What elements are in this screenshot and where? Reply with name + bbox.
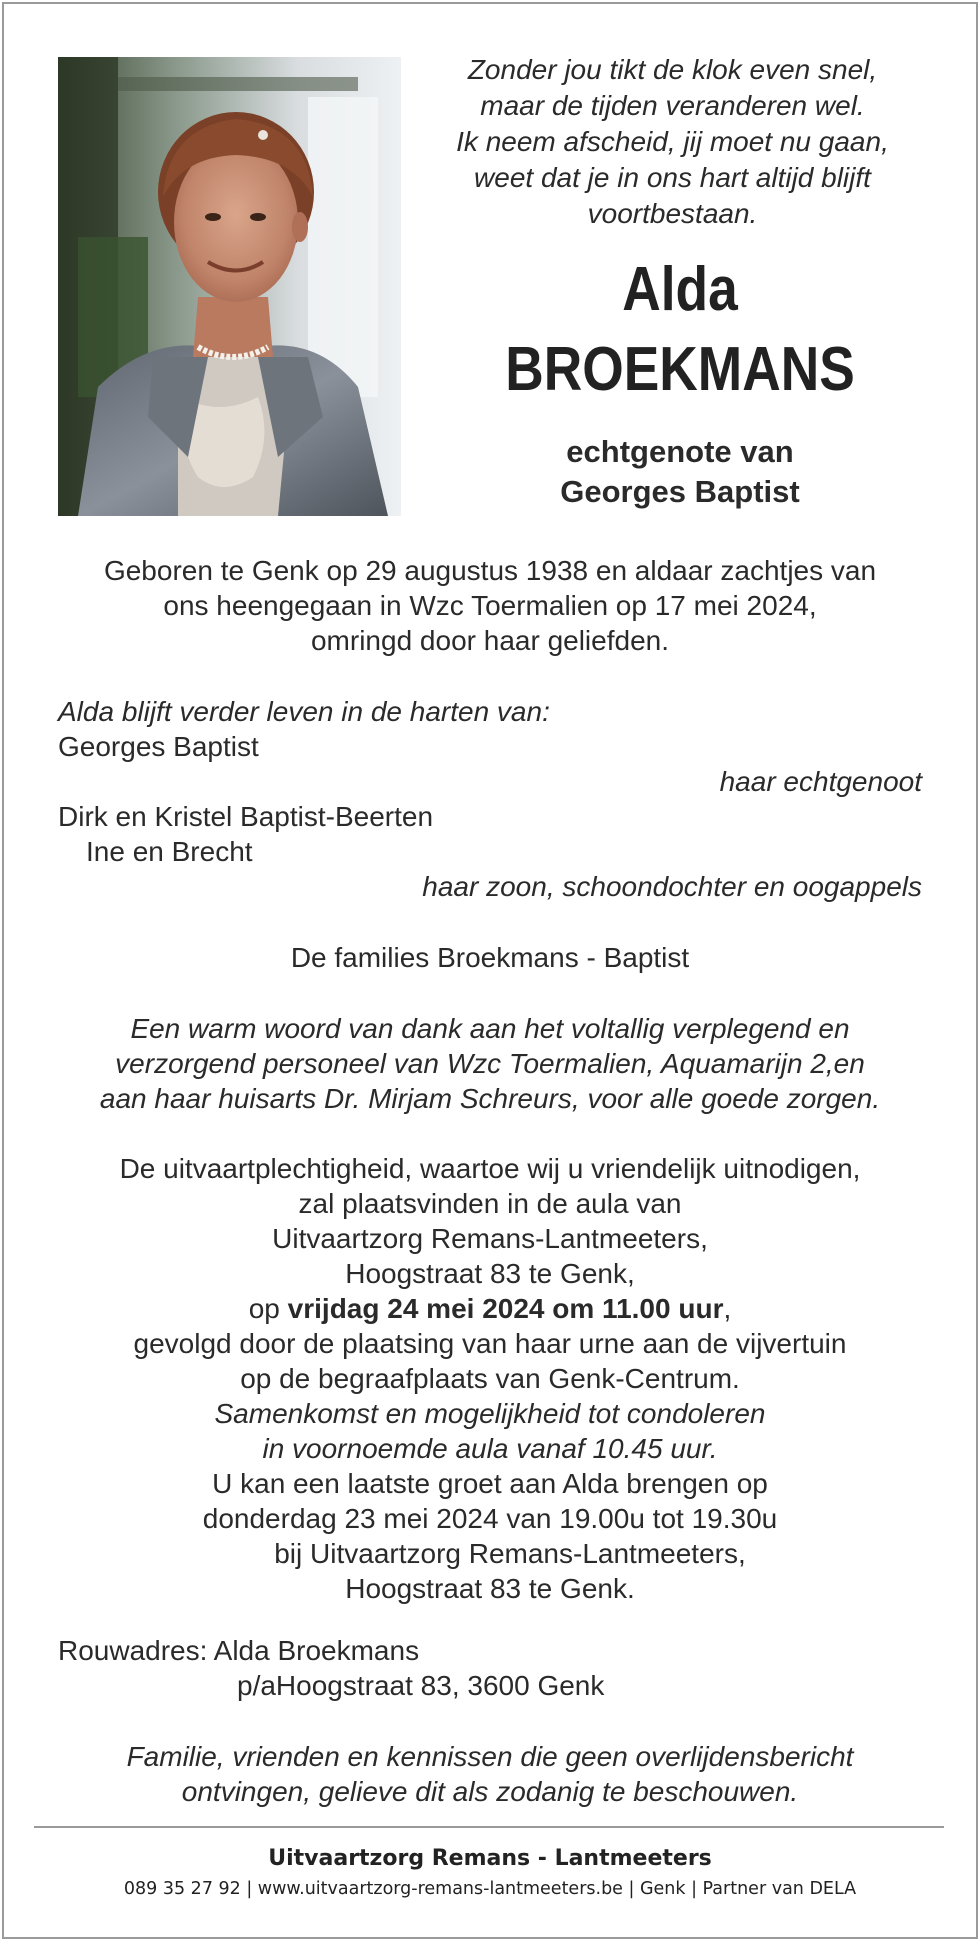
husband-name: Georges Baptist <box>58 731 259 762</box>
son-role: haar zoon, schoondochter en oogappels <box>422 871 922 902</box>
ceremony-line: bij Uitvaartzorg Remans-Lantmeeters, <box>274 1538 746 1569</box>
poem-line: maar de tijden veranderen wel. <box>480 90 865 121</box>
poem-line: weet dat je in ons hart altijd blijft <box>474 162 871 193</box>
mourning-address: p/aHoogstraat 83, 3600 Genk <box>237 1670 605 1701</box>
ceremony-line: zal plaatsvinden in de aula van <box>298 1188 682 1219</box>
thanks-line: verzorgend personeel van Wzc Toermalien, Aquamarijn 2,en <box>115 1048 865 1079</box>
husband-role: haar echtgenoot <box>719 766 922 797</box>
ceremony-line: in voornoemde aula vanaf 10.45 uur. <box>262 1433 718 1464</box>
ceremony-line: Hoogstraat 83 te Genk, <box>345 1258 635 1289</box>
footer-divider <box>34 1826 944 1828</box>
ceremony-date-pre: op <box>248 1293 288 1324</box>
portrait-illustration <box>58 57 401 516</box>
ceremony-line: Hoogstraat 83 te Genk. <box>345 1573 635 1604</box>
son-name: Dirk en Kristel Baptist-Beerten <box>58 801 434 832</box>
spouse-label: echtgenote van <box>566 434 794 469</box>
poem-line: voortbestaan. <box>587 198 758 229</box>
spouse-name: Georges Baptist <box>560 474 800 509</box>
funeral-company-name: Uitvaartzorg Remans - Lantmeeters <box>268 1846 712 1871</box>
thanks-line: aan haar huisarts Dr. Mirjam Schreurs, voor alle goede zorgen. <box>99 1083 881 1114</box>
ceremony-date: vrijdag 24 mei 2024 om 11.00 uur <box>287 1293 724 1324</box>
ceremony-date-post: , <box>723 1293 732 1324</box>
poem <box>425 52 920 232</box>
notice-line: ontvingen, gelieve dit als zodanig te beschouwen. <box>181 1776 799 1807</box>
ceremony-line: Uitvaartzorg Remans-Lantmeeters, <box>272 1223 708 1254</box>
ceremony-line: De uitvaartplechtigheid, waartoe wij u vriendelijk uitnodigen, <box>119 1153 861 1184</box>
deceased-first-name: Alda <box>622 255 738 324</box>
ceremony-date-line <box>40 1291 940 1326</box>
grandchildren: Ine en Brecht <box>86 836 253 867</box>
funeral-company-info: 089 35 27 92 | www.uitvaartzorg-remans-lantmeeters.be | Genk | Partner van DELA <box>123 1879 857 1899</box>
birth-line: omringd door haar geliefden. <box>310 625 669 656</box>
ceremony-line: gevolgd door de plaatsing van haar urne aan de vijvertuin <box>133 1328 847 1359</box>
birth-line: Geboren te Genk op 29 augustus 1938 en aldaar zachtjes van <box>103 555 877 586</box>
ceremony-line: U kan een laatste groet aan Alda brengen op <box>212 1468 768 1499</box>
ceremony-line: op de begraafplaats van Genk-Centrum. <box>240 1363 740 1394</box>
thanks-line: Een warm woord van dank aan het voltallig verplegend en <box>130 1013 850 1044</box>
notice-line: Familie, vrienden en kennissen die geen overlijdensbericht <box>126 1741 854 1772</box>
families: De families Broekmans - Baptist <box>290 942 690 973</box>
ceremony-line: donderdag 23 mei 2024 van 19.00u tot 19.30u <box>202 1503 778 1534</box>
deceased-last-name: BROEKMANS <box>505 335 855 404</box>
portrait-photo <box>58 57 401 516</box>
spouse-block <box>440 432 920 512</box>
ceremony-line: Samenkomst en mogelijkheid tot condoleren <box>214 1398 766 1429</box>
poem-line: Zonder jou tikt de klok even snel, <box>467 54 878 85</box>
poem-line: Ik neem afscheid, jij moet nu gaan, <box>456 126 889 157</box>
birth-line: ons heengegaan in Wzc Toermalien op 17 mei 2024, <box>163 590 817 621</box>
mourning-address-label: Rouwadres: Alda Broekmans <box>58 1635 420 1666</box>
survivors-intro: Alda blijft verder leven in de harten van: <box>58 696 550 727</box>
